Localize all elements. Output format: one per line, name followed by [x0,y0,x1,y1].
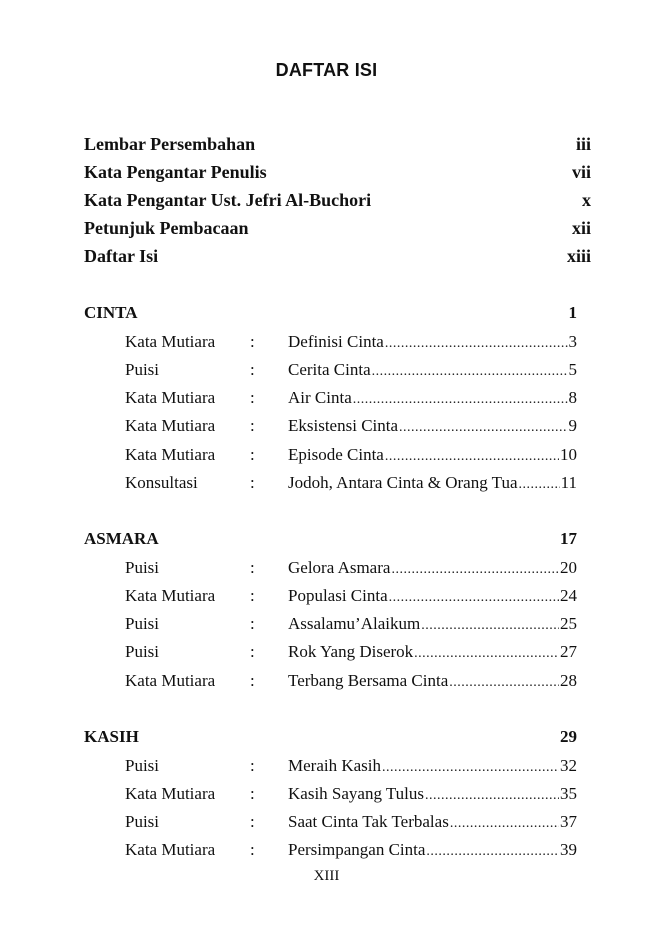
entry-type: Kata Mutiara [125,840,216,859]
dot-leader [421,613,559,639]
section-title: ASMARA [84,529,159,548]
front-matter-row [84,215,591,241]
entry-separator: : [250,671,255,690]
entry-title: Kasih Sayang Tulus [288,784,425,803]
entry-page: 20 [560,558,577,577]
entry-title: Jodoh, Antara Cinta & Orang Tua [288,473,518,492]
front-matter-label: Daftar Isi [84,246,159,266]
entry-separator: : [250,756,255,775]
front-matter-page: x [582,190,591,210]
page-title: DAFTAR ISI [275,60,378,80]
toc-entry [125,753,577,779]
entry-leader [288,357,577,385]
entry-page: 35 [560,784,577,803]
entry-type: Konsultasi [125,473,198,492]
entry-leader [288,329,577,357]
entry-leader [288,639,577,667]
entry-leader [288,809,577,837]
toc-entry [125,668,577,694]
entry-type: Kata Mutiara [125,445,216,464]
front-matter-page: xii [571,218,591,238]
entry-separator: : [250,332,255,351]
front-matter-label: Kata Pengantar Penulis [84,162,267,182]
dot-leader [382,755,559,781]
entry-leader [288,837,577,865]
toc-entry [125,413,577,439]
toc-entry [125,809,577,835]
entry-separator: : [250,642,255,661]
entry-page: 24 [560,586,577,605]
entry-separator: : [250,558,255,577]
front-matter-label: Petunjuk Pembacaan [84,218,249,238]
front-matter-page: vii [571,162,591,182]
dot-leader [425,783,559,809]
entry-type: Kata Mutiara [125,388,216,407]
front-matter-page: iii [575,134,591,154]
entry-leader [288,555,577,583]
dot-leader [399,415,567,441]
entry-separator: : [250,445,255,464]
entry-page: 37 [560,812,577,831]
entry-leader [288,611,577,639]
entry-separator: : [250,614,255,633]
dot-leader [385,444,559,470]
entry-separator: : [250,388,255,407]
entry-title: Air Cinta [288,388,352,407]
front-matter-row [84,243,591,269]
page-number: XIII [313,868,340,884]
toc-entry [125,781,577,807]
entry-type: Puisi [125,642,160,661]
entry-page: 9 [568,416,577,435]
entry-type: Puisi [125,360,160,379]
dot-leader [449,670,559,696]
entry-page: 11 [560,473,577,492]
entry-page: 25 [560,614,577,633]
entry-page: 10 [560,445,577,464]
toc-entry [125,442,577,468]
section-title: CINTA [84,303,138,322]
toc-entry [125,385,577,411]
section-heading-cinta [84,300,577,326]
dot-leader [426,839,559,865]
entry-title: Populasi Cinta [288,586,388,605]
front-matter-label: Lembar Persembahan [84,134,256,154]
entry-separator: : [250,784,255,803]
entry-title: Assalamu’Alaikum [288,614,421,633]
dot-leader [391,557,559,583]
section-page: 29 [560,727,577,746]
entry-separator: : [250,586,255,605]
toc-entry [125,639,577,665]
toc-entry [125,470,577,496]
entry-title: Rok Yang Diserok [288,642,414,661]
entry-type: Puisi [125,558,160,577]
section-page: 1 [568,303,577,322]
dot-leader [385,331,568,357]
entry-type: Puisi [125,812,160,831]
entry-type: Kata Mutiara [125,586,216,605]
entry-type: Puisi [125,614,160,633]
dot-leader [353,387,568,413]
toc-entry [125,357,577,383]
dot-leader [519,472,560,498]
front-matter-label: Kata Pengantar Ust. Jefri Al-Buchori [84,190,372,210]
entry-separator: : [250,840,255,859]
entry-page: 27 [560,642,577,661]
toc-entry [125,837,577,863]
front-matter-page: xiii [566,246,591,266]
entry-separator: : [250,812,255,831]
entry-type: Puisi [125,756,160,775]
dot-leader [414,641,559,667]
section-heading-kasih [84,724,577,750]
entry-page: 3 [568,332,577,351]
entry-type: Kata Mutiara [125,416,216,435]
entry-title: Meraih Kasih [288,756,382,775]
section-page: 17 [560,529,577,548]
entry-leader [288,385,577,413]
entry-page: 8 [568,388,577,407]
toc-entry [125,555,577,581]
toc-entry [125,611,577,637]
entry-page: 28 [560,671,577,690]
entry-page: 32 [560,756,577,775]
toc-entry [125,329,577,355]
entry-leader [288,442,577,470]
entry-separator: : [250,473,255,492]
entry-separator: : [250,416,255,435]
entry-title: Terbang Bersama Cinta [288,671,449,690]
entry-type: Kata Mutiara [125,332,216,351]
section-title: KASIH [84,727,139,746]
entry-title: Episode Cinta [288,445,384,464]
entry-title: Saat Cinta Tak Terbalas [288,812,449,831]
entry-leader [288,583,577,611]
entry-leader [288,413,577,441]
front-matter-row [84,159,591,185]
section-heading-asmara [84,526,577,552]
entry-title: Cerita Cinta [288,360,371,379]
entry-page: 5 [568,360,577,379]
front-matter-row [84,187,591,213]
front-matter-row [84,131,591,157]
entry-title: Persimpangan Cinta [288,840,426,859]
entry-title: Definisi Cinta [288,332,384,351]
entry-leader [288,470,577,498]
entry-leader [288,668,577,696]
entry-title: Eksistensi Cinta [288,416,399,435]
entry-page: 39 [560,840,577,859]
dot-leader [389,585,559,611]
entry-type: Kata Mutiara [125,784,216,803]
entry-leader [288,753,577,781]
dot-leader [372,359,568,385]
entry-leader [288,781,577,809]
entry-separator: : [250,360,255,379]
entry-type: Kata Mutiara [125,671,216,690]
entry-title: Gelora Asmara [288,558,391,577]
dot-leader [450,811,559,837]
toc-entry [125,583,577,609]
